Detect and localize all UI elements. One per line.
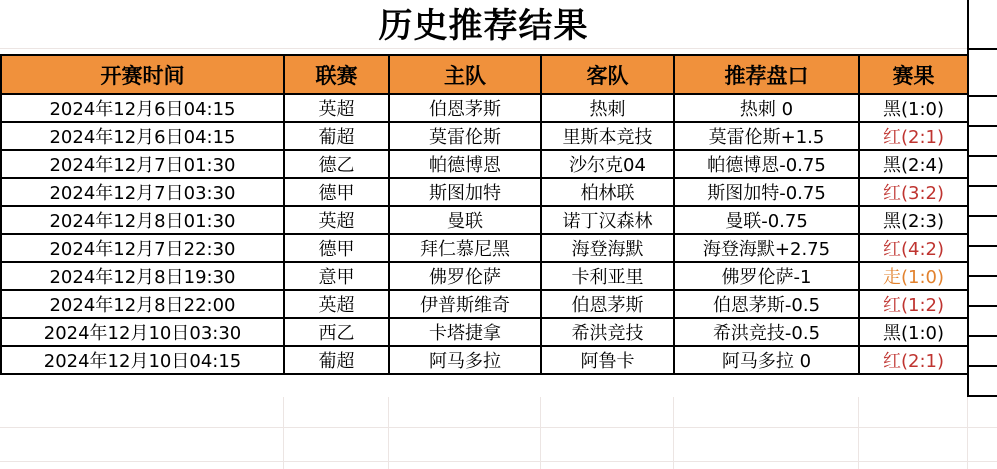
cell-time[interactable]: 2024年12月6日04:15 bbox=[1, 122, 284, 150]
cell-result[interactable]: 红(2:1) bbox=[859, 346, 968, 374]
column-header-away: 客队 bbox=[541, 55, 674, 94]
cell-time[interactable]: 2024年12月8日01:30 bbox=[1, 206, 284, 234]
header-row bbox=[1, 55, 968, 94]
grid-line bbox=[0, 461, 997, 462]
grid-line bbox=[967, 155, 997, 157]
cell-home[interactable]: 斯图加特 bbox=[389, 178, 541, 206]
cell-handicap[interactable]: 热刺 0 bbox=[674, 94, 859, 122]
cell-time[interactable]: 2024年12月10日04:15 bbox=[1, 346, 284, 374]
cell-away[interactable]: 希洪竞技 bbox=[541, 318, 674, 346]
cell-away[interactable]: 诺丁汉森林 bbox=[541, 206, 674, 234]
cell-time[interactable]: 2024年12月10日03:30 bbox=[1, 318, 284, 346]
grid-line bbox=[858, 397, 859, 469]
cell-time[interactable]: 2024年12月8日22:00 bbox=[1, 290, 284, 318]
cell-handicap[interactable]: 帕德博恩-0.75 bbox=[674, 150, 859, 178]
cell-away[interactable]: 伯恩茅斯 bbox=[541, 290, 674, 318]
cell-league[interactable]: 葡超 bbox=[284, 346, 389, 374]
cell-away[interactable]: 卡利亚里 bbox=[541, 262, 674, 290]
cell-time[interactable]: 2024年12月6日04:15 bbox=[1, 94, 284, 122]
cell-time[interactable]: 2024年12月7日03:30 bbox=[1, 178, 284, 206]
grid-line bbox=[967, 215, 997, 217]
cell-away[interactable]: 沙尔克04 bbox=[541, 150, 674, 178]
grid-line bbox=[0, 48, 967, 49]
table-row bbox=[1, 150, 968, 178]
cell-handicap[interactable]: 海登海默+2.75 bbox=[674, 234, 859, 262]
cell-result[interactable]: 红(1:2) bbox=[859, 290, 968, 318]
column-header-home: 主队 bbox=[389, 55, 541, 94]
grid-line bbox=[0, 427, 997, 428]
cell-time[interactable]: 2024年12月7日22:30 bbox=[1, 234, 284, 262]
cell-league[interactable]: 英超 bbox=[284, 206, 389, 234]
cell-league[interactable]: 西乙 bbox=[284, 318, 389, 346]
cell-league[interactable]: 意甲 bbox=[284, 262, 389, 290]
column-header-league: 联赛 bbox=[284, 55, 389, 94]
cell-away[interactable]: 柏林联 bbox=[541, 178, 674, 206]
table-row bbox=[1, 346, 968, 374]
grid-line bbox=[967, 125, 997, 127]
cell-handicap[interactable]: 曼联-0.75 bbox=[674, 206, 859, 234]
cell-home[interactable]: 佛罗伦萨 bbox=[389, 262, 541, 290]
grid-line bbox=[967, 95, 997, 97]
cell-league[interactable]: 英超 bbox=[284, 290, 389, 318]
cell-handicap[interactable]: 佛罗伦萨-1 bbox=[674, 262, 859, 290]
cell-handicap[interactable]: 希洪竞技-0.5 bbox=[674, 318, 859, 346]
cell-away[interactable]: 阿鲁卡 bbox=[541, 346, 674, 374]
cell-home[interactable]: 莫雷伦斯 bbox=[389, 122, 541, 150]
cell-away[interactable]: 海登海默 bbox=[541, 234, 674, 262]
page-title: 历史推荐结果 bbox=[378, 6, 589, 46]
grid-line bbox=[673, 397, 674, 469]
right-column-border bbox=[967, 0, 969, 397]
cell-home[interactable]: 阿马多拉 bbox=[389, 346, 541, 374]
column-header-result: 赛果 bbox=[859, 55, 968, 94]
results-table bbox=[0, 54, 969, 375]
grid-line bbox=[967, 395, 997, 397]
table-row bbox=[1, 206, 968, 234]
cell-result[interactable]: 黑(1:0) bbox=[859, 94, 968, 122]
cell-result[interactable]: 黑(2:3) bbox=[859, 206, 968, 234]
cell-result[interactable]: 红(2:1) bbox=[859, 122, 968, 150]
cell-time[interactable]: 2024年12月7日01:30 bbox=[1, 150, 284, 178]
cell-home[interactable]: 拜仁慕尼黑 bbox=[389, 234, 541, 262]
column-header-handicap: 推荐盘口 bbox=[674, 55, 859, 94]
table-row bbox=[1, 94, 968, 122]
cell-result[interactable]: 黑(1:0) bbox=[859, 318, 968, 346]
cell-result[interactable]: 走(1:0) bbox=[859, 262, 968, 290]
cell-home[interactable]: 曼联 bbox=[389, 206, 541, 234]
cell-handicap[interactable]: 伯恩茅斯-0.5 bbox=[674, 290, 859, 318]
table-row bbox=[1, 290, 968, 318]
cell-result[interactable]: 红(4:2) bbox=[859, 234, 968, 262]
column-header-time: 开赛时间 bbox=[1, 55, 284, 94]
grid-line bbox=[967, 245, 997, 247]
cell-home[interactable]: 帕德博恩 bbox=[389, 150, 541, 178]
grid-line bbox=[967, 275, 997, 277]
cell-home[interactable]: 伯恩茅斯 bbox=[389, 94, 541, 122]
cell-result[interactable]: 红(3:2) bbox=[859, 178, 968, 206]
cell-home[interactable]: 卡塔捷拿 bbox=[389, 318, 541, 346]
table-row bbox=[1, 122, 968, 150]
table-row bbox=[1, 262, 968, 290]
grid-line bbox=[967, 48, 997, 50]
cell-handicap[interactable]: 阿马多拉 0 bbox=[674, 346, 859, 374]
cell-league[interactable]: 德甲 bbox=[284, 178, 389, 206]
cell-handicap[interactable]: 莫雷伦斯+1.5 bbox=[674, 122, 859, 150]
grid-line bbox=[967, 335, 997, 337]
cell-league[interactable]: 英超 bbox=[284, 94, 389, 122]
cell-league[interactable]: 葡超 bbox=[284, 122, 389, 150]
cell-time[interactable]: 2024年12月8日19:30 bbox=[1, 262, 284, 290]
table-row bbox=[1, 178, 968, 206]
grid-line bbox=[967, 397, 968, 469]
grid-line bbox=[283, 397, 284, 469]
grid-line bbox=[388, 397, 389, 469]
cell-result[interactable]: 黑(2:4) bbox=[859, 150, 968, 178]
cell-handicap[interactable]: 斯图加特-0.75 bbox=[674, 178, 859, 206]
grid-line bbox=[540, 397, 541, 469]
cell-league[interactable]: 德甲 bbox=[284, 234, 389, 262]
cell-away[interactable]: 热刺 bbox=[541, 94, 674, 122]
table-row bbox=[1, 318, 968, 346]
grid-line bbox=[967, 185, 997, 187]
table-row bbox=[1, 234, 968, 262]
grid-line bbox=[967, 305, 997, 307]
grid-line bbox=[967, 365, 997, 367]
cell-league[interactable]: 德乙 bbox=[284, 150, 389, 178]
cell-away[interactable]: 里斯本竞技 bbox=[541, 122, 674, 150]
cell-home[interactable]: 伊普斯维奇 bbox=[389, 290, 541, 318]
